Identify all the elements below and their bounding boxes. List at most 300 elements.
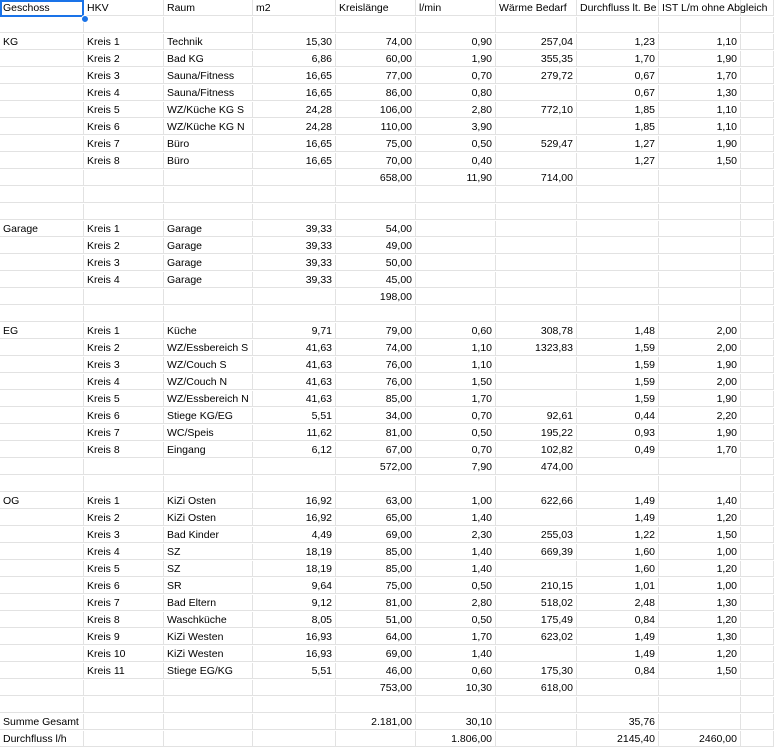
cell-durchfluss-lt-be[interactable]: 0,49	[577, 442, 659, 458]
cell-extra[interactable]	[741, 102, 774, 118]
cell-hkv[interactable]: Kreis 1	[84, 221, 164, 237]
cell-durchfluss-lt-be[interactable]	[577, 476, 659, 492]
cell-kreislaenge[interactable]: 85,00	[336, 544, 416, 560]
cell-durchfluss-lt-be[interactable]	[577, 680, 659, 696]
cell-kreislaenge[interactable]: 76,00	[336, 374, 416, 390]
cell-raum[interactable]	[164, 204, 253, 220]
cell-lmin[interactable]: 11,90	[416, 170, 496, 186]
cell-waerme-bedarf[interactable]: 474,00	[496, 459, 577, 475]
cell-waerme-bedarf[interactable]	[496, 306, 577, 322]
cell-hkv[interactable]: Kreis 1	[84, 323, 164, 339]
cell-ist-lm[interactable]: 1,00	[659, 544, 741, 560]
cell-lmin[interactable]: 1,40	[416, 544, 496, 560]
cell-raum[interactable]	[164, 170, 253, 186]
cell-kreislaenge[interactable]: 75,00	[336, 136, 416, 152]
cell-extra[interactable]	[741, 561, 774, 577]
cell-kreislaenge[interactable]	[336, 476, 416, 492]
cell-extra[interactable]	[741, 68, 774, 84]
cell-m2[interactable]: 5,51	[253, 408, 336, 424]
cell-ist-lm[interactable]: 2,00	[659, 323, 741, 339]
cell-hkv[interactable]: Kreis 3	[84, 255, 164, 271]
cell-waerme-bedarf[interactable]: 1323,83	[496, 340, 577, 356]
cell-lmin[interactable]	[416, 476, 496, 492]
cell-m2[interactable]: 15,30	[253, 34, 336, 50]
cell-m2[interactable]: 4,49	[253, 527, 336, 543]
cell-geschoss[interactable]	[0, 119, 84, 135]
cell-kreislaenge[interactable]: 70,00	[336, 153, 416, 169]
cell-hkv[interactable]	[84, 306, 164, 322]
cell-extra[interactable]	[741, 119, 774, 135]
cell-kreislaenge[interactable]: 198,00	[336, 289, 416, 305]
cell-hkv[interactable]	[84, 680, 164, 696]
cell-lmin[interactable]	[416, 17, 496, 33]
cell-durchfluss-lt-be[interactable]	[577, 459, 659, 475]
cell-waerme-bedarf[interactable]: 772,10	[496, 102, 577, 118]
cell-kreislaenge[interactable]: 67,00	[336, 442, 416, 458]
cell-raum[interactable]: Waschküche	[164, 612, 253, 628]
cell-waerme-bedarf[interactable]	[496, 255, 577, 271]
cell-extra[interactable]	[741, 731, 774, 747]
cell-m2[interactable]: 16,93	[253, 629, 336, 645]
cell-kreislaenge[interactable]	[336, 17, 416, 33]
cell-ist-lm[interactable]	[659, 306, 741, 322]
cell-lmin[interactable]	[416, 187, 496, 203]
cell-kreislaenge[interactable]: 79,00	[336, 323, 416, 339]
cell-extra[interactable]	[741, 714, 774, 730]
cell-durchfluss-lt-be[interactable]: 2145,40	[577, 731, 659, 747]
cell-raum[interactable]: WZ/Essbereich N	[164, 391, 253, 407]
cell-geschoss[interactable]	[0, 68, 84, 84]
cell-hkv[interactable]: Kreis 9	[84, 629, 164, 645]
cell-geschoss[interactable]	[0, 561, 84, 577]
cell-geschoss[interactable]	[0, 136, 84, 152]
cell-hkv[interactable]: Kreis 6	[84, 578, 164, 594]
cell-extra[interactable]	[741, 442, 774, 458]
cell-hkv[interactable]: Kreis 7	[84, 595, 164, 611]
cell-hkv[interactable]: Kreis 2	[84, 238, 164, 254]
cell-raum[interactable]: Sauna/Fitness	[164, 68, 253, 84]
cell-waerme-bedarf[interactable]: 355,35	[496, 51, 577, 67]
cell-lmin[interactable]: 7,90	[416, 459, 496, 475]
cell-ist-lm[interactable]: 1,90	[659, 136, 741, 152]
cell-waerme-bedarf[interactable]: 529,47	[496, 136, 577, 152]
cell-ist-lm[interactable]	[659, 459, 741, 475]
cell-kreislaenge[interactable]: 65,00	[336, 510, 416, 526]
cell-waerme-bedarf[interactable]	[496, 731, 577, 747]
cell-waerme-bedarf[interactable]	[496, 374, 577, 390]
cell-kreislaenge[interactable]: 64,00	[336, 629, 416, 645]
cell-hkv[interactable]	[84, 204, 164, 220]
cell-lmin[interactable]: 0,50	[416, 578, 496, 594]
cell-m2[interactable]: 16,65	[253, 68, 336, 84]
cell-raum[interactable]	[164, 680, 253, 696]
cell-geschoss[interactable]	[0, 102, 84, 118]
cell-waerme-bedarf[interactable]	[496, 289, 577, 305]
cell-durchfluss-lt-be[interactable]	[577, 17, 659, 33]
cell-durchfluss-lt-be[interactable]: 1,49	[577, 629, 659, 645]
cell-extra[interactable]	[741, 340, 774, 356]
cell-extra[interactable]	[741, 187, 774, 203]
cell-ist-lm[interactable]: 1,70	[659, 442, 741, 458]
cell-hkv[interactable]: Kreis 3	[84, 357, 164, 373]
cell-kreislaenge[interactable]: 77,00	[336, 68, 416, 84]
cell-geschoss[interactable]	[0, 357, 84, 373]
cell-ist-lm[interactable]	[659, 221, 741, 237]
cell-waerme-bedarf[interactable]: 669,39	[496, 544, 577, 560]
header-cell-lmin[interactable]: l/min	[416, 0, 496, 16]
cell-geschoss[interactable]	[0, 238, 84, 254]
cell-raum[interactable]: WZ/Couch S	[164, 357, 253, 373]
cell-extra[interactable]	[741, 238, 774, 254]
cell-extra[interactable]	[741, 153, 774, 169]
cell-waerme-bedarf[interactable]: 175,49	[496, 612, 577, 628]
cell-waerme-bedarf[interactable]	[496, 357, 577, 373]
cell-raum[interactable]	[164, 17, 253, 33]
cell-m2[interactable]	[253, 731, 336, 747]
cell-extra[interactable]	[741, 170, 774, 186]
cell-kreislaenge[interactable]: 75,00	[336, 578, 416, 594]
cell-geschoss[interactable]: Durchfluss l/h	[0, 731, 84, 747]
cell-raum[interactable]: Sauna/Fitness	[164, 85, 253, 101]
cell-ist-lm[interactable]	[659, 238, 741, 254]
cell-kreislaenge[interactable]: 753,00	[336, 680, 416, 696]
cell-durchfluss-lt-be[interactable]: 1,49	[577, 646, 659, 662]
cell-kreislaenge[interactable]: 76,00	[336, 357, 416, 373]
cell-geschoss[interactable]	[0, 408, 84, 424]
cell-geschoss[interactable]	[0, 306, 84, 322]
cell-hkv[interactable]: Kreis 6	[84, 408, 164, 424]
cell-m2[interactable]	[253, 459, 336, 475]
cell-waerme-bedarf[interactable]	[496, 510, 577, 526]
cell-extra[interactable]	[741, 510, 774, 526]
cell-m2[interactable]: 41,63	[253, 340, 336, 356]
cell-ist-lm[interactable]: 1,30	[659, 595, 741, 611]
cell-hkv[interactable]: Kreis 6	[84, 119, 164, 135]
cell-m2[interactable]: 6,86	[253, 51, 336, 67]
cell-m2[interactable]: 5,51	[253, 663, 336, 679]
cell-kreislaenge[interactable]: 2.181,00	[336, 714, 416, 730]
cell-durchfluss-lt-be[interactable]	[577, 187, 659, 203]
cell-kreislaenge[interactable]	[336, 697, 416, 713]
cell-kreislaenge[interactable]: 51,00	[336, 612, 416, 628]
cell-extra[interactable]	[741, 255, 774, 271]
cell-m2[interactable]: 39,33	[253, 255, 336, 271]
cell-m2[interactable]: 11,62	[253, 425, 336, 441]
cell-durchfluss-lt-be[interactable]: 1,85	[577, 102, 659, 118]
cell-m2[interactable]: 41,63	[253, 374, 336, 390]
cell-raum[interactable]: KiZi Westen	[164, 646, 253, 662]
cell-raum[interactable]: SZ	[164, 561, 253, 577]
cell-raum[interactable]: KiZi Westen	[164, 629, 253, 645]
cell-extra[interactable]	[741, 204, 774, 220]
cell-geschoss[interactable]	[0, 459, 84, 475]
header-cell-extra[interactable]	[741, 0, 774, 16]
cell-hkv[interactable]	[84, 289, 164, 305]
cell-ist-lm[interactable]	[659, 476, 741, 492]
cell-m2[interactable]: 39,33	[253, 238, 336, 254]
cell-ist-lm[interactable]	[659, 187, 741, 203]
cell-lmin[interactable]: 0,70	[416, 68, 496, 84]
cell-hkv[interactable]: Kreis 8	[84, 442, 164, 458]
cell-durchfluss-lt-be[interactable]: 1,23	[577, 34, 659, 50]
cell-waerme-bedarf[interactable]: 255,03	[496, 527, 577, 543]
cell-geschoss[interactable]	[0, 544, 84, 560]
header-cell-durchfluss-lt-be[interactable]: Durchfluss lt. Be	[577, 0, 659, 16]
cell-raum[interactable]: Garage	[164, 272, 253, 288]
cell-m2[interactable]: 8,05	[253, 612, 336, 628]
cell-waerme-bedarf[interactable]: 279,72	[496, 68, 577, 84]
cell-extra[interactable]	[741, 374, 774, 390]
cell-hkv[interactable]	[84, 17, 164, 33]
cell-extra[interactable]	[741, 85, 774, 101]
cell-extra[interactable]	[741, 629, 774, 645]
cell-hkv[interactable]: Kreis 3	[84, 527, 164, 543]
header-cell-raum[interactable]: Raum	[164, 0, 253, 16]
cell-waerme-bedarf[interactable]: 210,15	[496, 578, 577, 594]
cell-extra[interactable]	[741, 306, 774, 322]
cell-waerme-bedarf[interactable]	[496, 561, 577, 577]
cell-geschoss[interactable]	[0, 697, 84, 713]
cell-kreislaenge[interactable]	[336, 187, 416, 203]
cell-m2[interactable]: 16,93	[253, 646, 336, 662]
cell-raum[interactable]: Bad KG	[164, 51, 253, 67]
cell-waerme-bedarf[interactable]	[496, 238, 577, 254]
cell-lmin[interactable]	[416, 238, 496, 254]
cell-raum[interactable]: Büro	[164, 136, 253, 152]
cell-raum[interactable]: WZ/Küche KG S	[164, 102, 253, 118]
cell-ist-lm[interactable]	[659, 170, 741, 186]
cell-extra[interactable]	[741, 323, 774, 339]
cell-hkv[interactable]: Kreis 11	[84, 663, 164, 679]
cell-durchfluss-lt-be[interactable]: 0,93	[577, 425, 659, 441]
cell-waerme-bedarf[interactable]: 195,22	[496, 425, 577, 441]
cell-durchfluss-lt-be[interactable]	[577, 204, 659, 220]
cell-geschoss[interactable]	[0, 595, 84, 611]
cell-raum[interactable]	[164, 476, 253, 492]
cell-ist-lm[interactable]: 1,20	[659, 612, 741, 628]
cell-lmin[interactable]: 1,40	[416, 510, 496, 526]
cell-raum[interactable]: KiZi Osten	[164, 493, 253, 509]
cell-waerme-bedarf[interactable]	[496, 221, 577, 237]
cell-hkv[interactable]: Kreis 5	[84, 102, 164, 118]
cell-kreislaenge[interactable]: 106,00	[336, 102, 416, 118]
cell-ist-lm[interactable]	[659, 255, 741, 271]
cell-ist-lm[interactable]: 1,90	[659, 51, 741, 67]
cell-waerme-bedarf[interactable]	[496, 391, 577, 407]
cell-durchfluss-lt-be[interactable]: 0,84	[577, 663, 659, 679]
cell-hkv[interactable]: Kreis 10	[84, 646, 164, 662]
cell-hkv[interactable]: Kreis 8	[84, 612, 164, 628]
cell-lmin[interactable]: 0,50	[416, 425, 496, 441]
cell-m2[interactable]: 6,12	[253, 442, 336, 458]
cell-durchfluss-lt-be[interactable]: 1,60	[577, 561, 659, 577]
cell-m2[interactable]: 41,63	[253, 357, 336, 373]
cell-kreislaenge[interactable]: 85,00	[336, 561, 416, 577]
cell-extra[interactable]	[741, 51, 774, 67]
cell-durchfluss-lt-be[interactable]: 1,27	[577, 136, 659, 152]
cell-ist-lm[interactable]: 1,30	[659, 629, 741, 645]
header-cell-waerme-bedarf[interactable]: Wärme Bedarf	[496, 0, 577, 16]
cell-raum[interactable]: Eingang	[164, 442, 253, 458]
cell-kreislaenge[interactable]: 81,00	[336, 595, 416, 611]
cell-raum[interactable]	[164, 187, 253, 203]
cell-extra[interactable]	[741, 527, 774, 543]
cell-hkv[interactable]: Kreis 7	[84, 136, 164, 152]
cell-lmin[interactable]: 0,50	[416, 612, 496, 628]
cell-kreislaenge[interactable]: 572,00	[336, 459, 416, 475]
cell-ist-lm[interactable]	[659, 697, 741, 713]
cell-extra[interactable]	[741, 221, 774, 237]
cell-hkv[interactable]: Kreis 2	[84, 51, 164, 67]
cell-lmin[interactable]: 1,40	[416, 646, 496, 662]
cell-durchfluss-lt-be[interactable]: 0,84	[577, 612, 659, 628]
cell-lmin[interactable]: 1,10	[416, 340, 496, 356]
cell-extra[interactable]	[741, 34, 774, 50]
cell-m2[interactable]: 16,65	[253, 153, 336, 169]
cell-lmin[interactable]: 0,50	[416, 136, 496, 152]
cell-durchfluss-lt-be[interactable]: 1,59	[577, 357, 659, 373]
cell-m2[interactable]: 24,28	[253, 102, 336, 118]
cell-durchfluss-lt-be[interactable]: 0,67	[577, 85, 659, 101]
cell-geschoss[interactable]: Summe Gesamt	[0, 714, 84, 730]
cell-waerme-bedarf[interactable]	[496, 646, 577, 662]
cell-durchfluss-lt-be[interactable]	[577, 697, 659, 713]
cell-waerme-bedarf[interactable]	[496, 697, 577, 713]
cell-raum[interactable]: SR	[164, 578, 253, 594]
cell-extra[interactable]	[741, 578, 774, 594]
cell-durchfluss-lt-be[interactable]: 1,59	[577, 374, 659, 390]
cell-geschoss[interactable]	[0, 374, 84, 390]
cell-waerme-bedarf[interactable]	[496, 17, 577, 33]
cell-geschoss[interactable]	[0, 425, 84, 441]
cell-hkv[interactable]: Kreis 2	[84, 510, 164, 526]
cell-lmin[interactable]: 10,30	[416, 680, 496, 696]
cell-hkv[interactable]: Kreis 7	[84, 425, 164, 441]
cell-kreislaenge[interactable]: 74,00	[336, 34, 416, 50]
cell-extra[interactable]	[741, 612, 774, 628]
cell-raum[interactable]: Stiege KG/EG	[164, 408, 253, 424]
cell-durchfluss-lt-be[interactable]: 1,85	[577, 119, 659, 135]
cell-extra[interactable]	[741, 17, 774, 33]
cell-geschoss[interactable]	[0, 289, 84, 305]
cell-ist-lm[interactable]: 1,20	[659, 646, 741, 662]
cell-raum[interactable]	[164, 306, 253, 322]
cell-waerme-bedarf[interactable]	[496, 119, 577, 135]
cell-hkv[interactable]: Kreis 4	[84, 374, 164, 390]
cell-raum[interactable]: WZ/Essbereich S	[164, 340, 253, 356]
cell-hkv[interactable]	[84, 476, 164, 492]
cell-waerme-bedarf[interactable]: 714,00	[496, 170, 577, 186]
cell-lmin[interactable]	[416, 697, 496, 713]
cell-durchfluss-lt-be[interactable]	[577, 238, 659, 254]
cell-m2[interactable]	[253, 204, 336, 220]
cell-waerme-bedarf[interactable]: 623,02	[496, 629, 577, 645]
cell-durchfluss-lt-be[interactable]: 1,27	[577, 153, 659, 169]
cell-ist-lm[interactable]: 1,90	[659, 357, 741, 373]
cell-raum[interactable]: Stiege EG/KG	[164, 663, 253, 679]
cell-ist-lm[interactable]	[659, 17, 741, 33]
cell-kreislaenge[interactable]: 54,00	[336, 221, 416, 237]
cell-m2[interactable]	[253, 289, 336, 305]
cell-waerme-bedarf[interactable]: 102,82	[496, 442, 577, 458]
cell-geschoss[interactable]: Garage	[0, 221, 84, 237]
cell-durchfluss-lt-be[interactable]	[577, 221, 659, 237]
cell-hkv[interactable]	[84, 697, 164, 713]
cell-m2[interactable]: 16,92	[253, 493, 336, 509]
cell-hkv[interactable]: Kreis 5	[84, 561, 164, 577]
cell-durchfluss-lt-be[interactable]: 1,48	[577, 323, 659, 339]
cell-geschoss[interactable]	[0, 85, 84, 101]
cell-ist-lm[interactable]: 1,50	[659, 527, 741, 543]
cell-extra[interactable]	[741, 493, 774, 509]
cell-geschoss[interactable]	[0, 51, 84, 67]
cell-durchfluss-lt-be[interactable]: 1,59	[577, 340, 659, 356]
header-cell-geschoss[interactable]: Geschoss	[0, 0, 84, 16]
cell-durchfluss-lt-be[interactable]	[577, 255, 659, 271]
cell-durchfluss-lt-be[interactable]	[577, 272, 659, 288]
cell-m2[interactable]: 16,65	[253, 136, 336, 152]
cell-m2[interactable]: 41,63	[253, 391, 336, 407]
cell-geschoss[interactable]	[0, 391, 84, 407]
cell-m2[interactable]: 9,12	[253, 595, 336, 611]
cell-ist-lm[interactable]: 1,90	[659, 425, 741, 441]
cell-ist-lm[interactable]: 1,10	[659, 102, 741, 118]
cell-geschoss[interactable]	[0, 646, 84, 662]
cell-kreislaenge[interactable]	[336, 204, 416, 220]
cell-lmin[interactable]: 0,70	[416, 442, 496, 458]
cell-lmin[interactable]: 1,90	[416, 51, 496, 67]
cell-geschoss[interactable]	[0, 17, 84, 33]
cell-ist-lm[interactable]: 1,20	[659, 510, 741, 526]
cell-geschoss[interactable]	[0, 272, 84, 288]
cell-ist-lm[interactable]: 1,90	[659, 391, 741, 407]
cell-m2[interactable]: 16,92	[253, 510, 336, 526]
cell-waerme-bedarf[interactable]: 92,61	[496, 408, 577, 424]
cell-raum[interactable]	[164, 289, 253, 305]
cell-lmin[interactable]	[416, 255, 496, 271]
cell-lmin[interactable]: 2,80	[416, 102, 496, 118]
cell-kreislaenge[interactable]: 110,00	[336, 119, 416, 135]
cell-lmin[interactable]	[416, 204, 496, 220]
cell-lmin[interactable]: 1,50	[416, 374, 496, 390]
cell-m2[interactable]: 9,64	[253, 578, 336, 594]
cell-m2[interactable]	[253, 680, 336, 696]
cell-lmin[interactable]: 1,70	[416, 391, 496, 407]
cell-geschoss[interactable]	[0, 476, 84, 492]
cell-geschoss[interactable]	[0, 527, 84, 543]
cell-m2[interactable]: 24,28	[253, 119, 336, 135]
cell-raum[interactable]	[164, 459, 253, 475]
cell-raum[interactable]: Garage	[164, 221, 253, 237]
cell-raum[interactable]: Bad Eltern	[164, 595, 253, 611]
cell-waerme-bedarf[interactable]: 518,02	[496, 595, 577, 611]
cell-kreislaenge[interactable]	[336, 731, 416, 747]
cell-geschoss[interactable]: EG	[0, 323, 84, 339]
cell-ist-lm[interactable]: 1,10	[659, 34, 741, 50]
cell-extra[interactable]	[741, 697, 774, 713]
cell-ist-lm[interactable]: 1,00	[659, 578, 741, 594]
cell-waerme-bedarf[interactable]	[496, 272, 577, 288]
cell-hkv[interactable]: Kreis 1	[84, 34, 164, 50]
cell-durchfluss-lt-be[interactable]	[577, 306, 659, 322]
cell-kreislaenge[interactable]: 86,00	[336, 85, 416, 101]
cell-raum[interactable]: SZ	[164, 544, 253, 560]
cell-lmin[interactable]: 30,10	[416, 714, 496, 730]
cell-geschoss[interactable]	[0, 663, 84, 679]
cell-geschoss[interactable]	[0, 680, 84, 696]
cell-waerme-bedarf[interactable]: 175,30	[496, 663, 577, 679]
cell-geschoss[interactable]: OG	[0, 493, 84, 509]
